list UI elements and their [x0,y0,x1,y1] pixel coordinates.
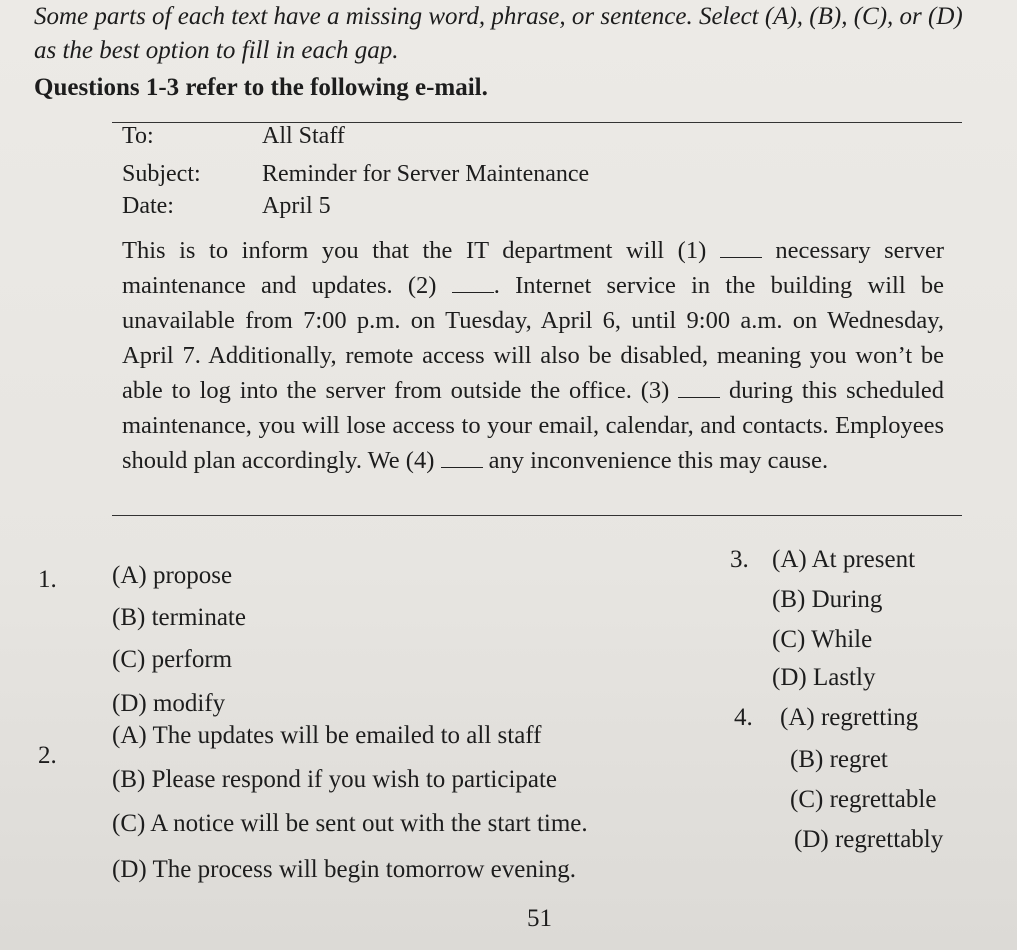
q1-option-b[interactable]: (B) terminate [112,604,246,631]
gap-2-blank [452,291,494,293]
q3-number: 3. [730,546,749,573]
date-label: Date: [122,193,174,219]
q4-option-b[interactable]: (B) regret [790,746,888,773]
questions-title: Questions 1-3 refer to the following e-mail. [34,74,488,101]
subject-value: Reminder for Server Maintenance [262,161,590,187]
q1-option-a[interactable]: (A) propose [112,562,233,589]
email-body-part-5: any inconvenience this may cause. [488,447,829,474]
page-number: 51 [527,905,552,932]
q1-option-c[interactable]: (C) perform [112,646,233,673]
q2-option-c[interactable]: (C) A notice will be sent out with the start time. [112,810,588,837]
instructions-text: Some parts of each text have a missing word, phrase, or sentence. Select (A), (B), (C), or (D) as the best option to fill in each gap. [34,3,963,64]
q4-number: 4. [734,704,753,731]
q3-option-d[interactable]: (D) Lastly [772,664,876,691]
q2-option-b[interactable]: (B) Please respond if you wish to participate [112,766,558,793]
q1-number: 1. [38,566,57,593]
to-label: To: [122,123,154,149]
subject-label: Subject: [122,161,201,187]
q4-option-a[interactable]: (A) regretting [780,704,919,731]
email-body-part-3: . Internet service in the building will be unavailable from 7:00 p.m. on Tuesday, April 6, until 9:00 a.m. on Wednesday, April 7. Additionally, remote access will also be disabled, meaning you won’t be able to log into the server from outside the office. (3) [122,272,945,404]
email-to-row [112,123,962,155]
gap-3-blank [678,396,720,398]
email-body-part-1: This is to inform you that the IT department will (1) [122,237,707,264]
email-body-part-2: necessary server maintenance and updates. (2) [122,237,944,299]
email-subject-row [112,161,962,193]
q3-option-a[interactable]: (A) At present [772,546,916,573]
q2-number: 2. [38,742,57,769]
q1-option-d[interactable]: (D) modify [112,690,226,717]
q3-option-c[interactable]: (C) While [772,626,873,653]
email-body-part-4: during this scheduled maintenance, you will lose access to your email, calendar, and contacts. Employees should plan accordingly. We (4) [122,377,945,474]
q2-option-a[interactable]: (A) The updates will be emailed to all staff [112,722,542,749]
q4-option-d[interactable]: (D) regrettably [794,826,944,853]
email-date-row [112,193,962,225]
date-value: April 5 [262,193,331,219]
gap-4-blank [441,466,483,468]
q4-option-c[interactable]: (C) regrettable [790,786,937,813]
to-value: All Staff [262,123,345,149]
q2-option-d[interactable]: (D) The process will begin tomorrow evening. [112,856,577,883]
gap-1-blank [720,256,762,258]
q3-option-b[interactable]: (B) During [772,586,883,613]
email-box [112,122,962,516]
email-body [122,233,944,478]
